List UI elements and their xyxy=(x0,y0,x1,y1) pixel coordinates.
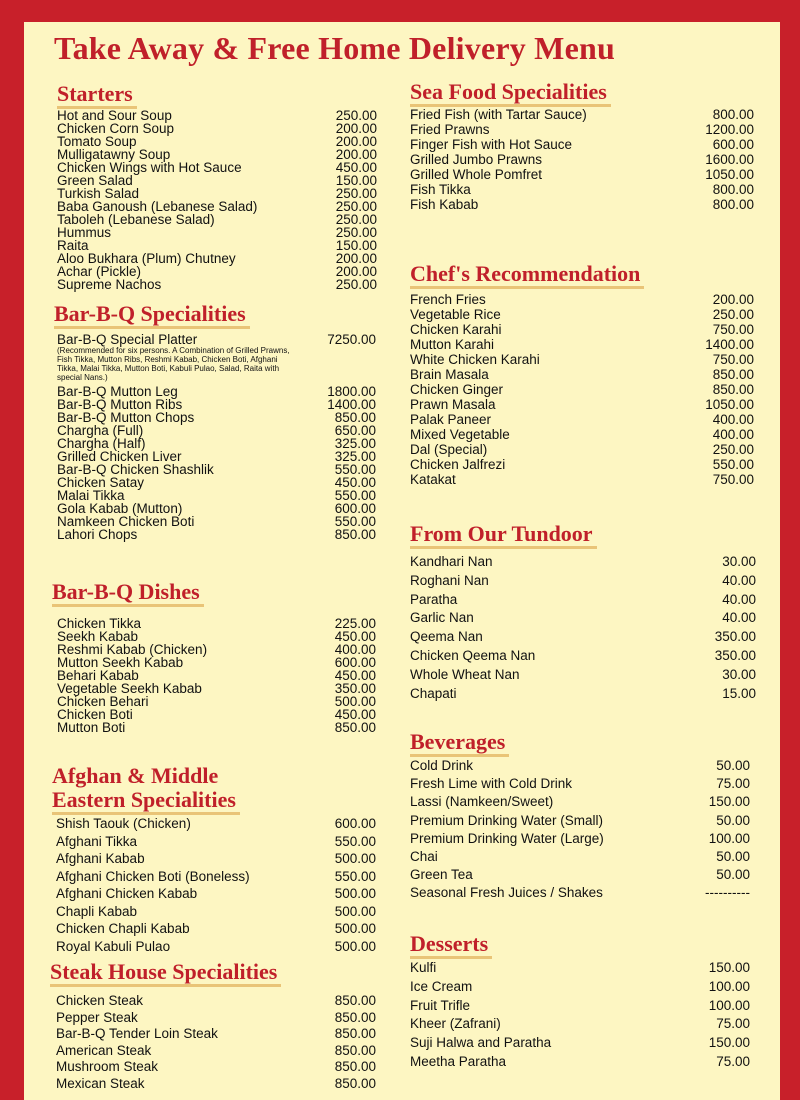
item-price: 400.00 xyxy=(334,642,376,657)
item-price: 800.00 xyxy=(712,107,754,122)
item-list xyxy=(410,553,756,703)
item-name: Lahori Chops xyxy=(57,527,138,542)
list-item xyxy=(410,1034,750,1053)
list-item xyxy=(56,850,376,868)
item-price: 450.00 xyxy=(334,668,376,683)
item-price: 550.00 xyxy=(334,833,376,849)
section-bbq-specialities xyxy=(54,302,376,541)
menu-page xyxy=(24,22,780,1100)
item-price: 500.00 xyxy=(334,938,376,954)
list-item xyxy=(410,812,750,830)
item-list xyxy=(54,385,376,541)
item-price: 100.00 xyxy=(708,830,750,846)
item-name: Dal (Special) xyxy=(410,442,488,457)
list-item xyxy=(410,628,756,647)
item-list xyxy=(410,757,750,903)
item-list xyxy=(54,333,376,382)
item-price: 550.00 xyxy=(334,868,376,884)
list-item xyxy=(410,472,754,487)
item-price: 500.00 xyxy=(334,903,376,919)
item-name: Chicken Tikka xyxy=(57,616,142,631)
list-item xyxy=(410,685,756,704)
item-list xyxy=(410,107,754,212)
item-price: 325.00 xyxy=(334,449,376,464)
list-item xyxy=(410,457,754,472)
item-name: Chicken Ginger xyxy=(410,382,504,397)
menu-title: Take Away & Free Home Delivery Menu xyxy=(54,30,615,66)
item-price: 1400.00 xyxy=(327,397,376,412)
item-name: Supreme Nachos xyxy=(57,277,162,292)
item-price: 750.00 xyxy=(712,322,754,337)
list-item xyxy=(410,292,754,307)
list-item xyxy=(56,920,376,938)
list-item xyxy=(57,226,377,239)
list-item xyxy=(56,938,376,956)
item-price: 325.00 xyxy=(334,436,376,451)
item-name: Chai xyxy=(410,848,438,864)
item-name: Fish Kabab xyxy=(410,197,479,212)
item-price: 850.00 xyxy=(712,382,754,397)
item-name: Behari Kabab xyxy=(57,668,139,683)
section-heading: Desserts xyxy=(410,932,492,959)
item-price: 1050.00 xyxy=(705,397,754,412)
item-price: 850.00 xyxy=(334,1026,376,1041)
list-item xyxy=(410,830,750,848)
item-price: 75.00 xyxy=(716,1053,750,1069)
item-price: 800.00 xyxy=(712,182,754,197)
item-name: Green Tea xyxy=(410,867,473,883)
item-name: Whole Wheat Nan xyxy=(410,666,520,682)
item-name: Finger Fish with Hot Sauce xyxy=(410,137,573,152)
item-price: 500.00 xyxy=(334,886,376,901)
list-item xyxy=(410,307,754,322)
item-name: Meetha Paratha xyxy=(410,1053,507,1069)
item-name: Namkeen Chicken Boti xyxy=(57,514,195,529)
item-name: Chicken Boti xyxy=(57,707,133,722)
item-price: 1050.00 xyxy=(705,167,754,182)
item-price: 550.00 xyxy=(334,462,376,477)
item-price: 50.00 xyxy=(716,758,750,773)
item-name: Ice Cream xyxy=(410,978,473,994)
list-item xyxy=(410,959,750,978)
item-name: Garlic Nan xyxy=(410,610,474,626)
item-name: Prawn Masala xyxy=(410,397,496,412)
section-starters xyxy=(57,82,377,291)
item-name: Afghani Chicken Boti (Boneless) xyxy=(56,868,250,884)
item-price: 600.00 xyxy=(334,501,376,516)
list-item xyxy=(410,382,754,397)
item-name: Vegetable Rice xyxy=(410,307,501,322)
list-item xyxy=(56,815,376,833)
list-item xyxy=(56,1076,376,1093)
list-item xyxy=(410,647,756,666)
item-name: Seasonal Fresh Juices / Shakes xyxy=(410,885,603,901)
list-item xyxy=(410,152,754,167)
list-item xyxy=(410,757,750,775)
item-price: 30.00 xyxy=(722,666,756,682)
item-name: Turkish Salad xyxy=(57,186,140,201)
item-price: 200.00 xyxy=(335,134,377,149)
item-price: 500.00 xyxy=(334,851,376,866)
item-price: 7250.00 xyxy=(327,332,376,347)
item-name: Grilled Chicken Liver xyxy=(57,449,182,464)
item-price: 225.00 xyxy=(334,616,376,631)
item-note: (Recommended for six persons. A Combination of Grilled Prawns, Fish Tikka, Mutton Ribs, Reshmi Kabab, Chicken Boti, Afghani Tikka, Malai Tikka, Mutton Boti, Kabuli Pulao, Salad, Raita with special Nans.) xyxy=(57,346,290,382)
item-name: Bar-B-Q Mutton Ribs xyxy=(57,397,183,412)
item-price: 750.00 xyxy=(712,472,754,487)
list-item xyxy=(410,367,754,382)
item-price: 850.00 xyxy=(334,527,376,542)
section-afghan xyxy=(52,764,376,955)
item-name: Fried Fish (with Tartar Sauce) xyxy=(410,107,587,122)
list-item xyxy=(56,993,376,1010)
section-heading xyxy=(52,764,240,815)
list-item xyxy=(56,1010,376,1027)
item-name: Chargha (Full) xyxy=(57,423,144,438)
list-item xyxy=(410,442,754,457)
item-name: Premium Drinking Water (Small) xyxy=(410,812,604,828)
item-name: Reshmi Kabab (Chicken) xyxy=(57,642,208,657)
heading-line: Afghan & Middle xyxy=(52,763,219,788)
list-item xyxy=(56,1026,376,1043)
item-price: 75.00 xyxy=(716,1016,750,1032)
item-price: 350.00 xyxy=(334,681,376,696)
item-price: 450.00 xyxy=(334,475,376,490)
list-item xyxy=(410,352,754,367)
item-name: Kulfi xyxy=(410,960,437,975)
item-price: 750.00 xyxy=(712,352,754,367)
item-price: 850.00 xyxy=(334,1059,376,1074)
item-name: Palak Paneer xyxy=(410,412,492,427)
list-item xyxy=(410,553,756,572)
item-name: Baba Ganoush (Lebanese Salad) xyxy=(57,199,258,214)
item-name: Chicken Qeema Nan xyxy=(410,647,536,663)
item-name: Qeema Nan xyxy=(410,629,483,645)
item-name: Gola Kabab (Mutton) xyxy=(57,501,183,516)
list-item xyxy=(410,197,754,212)
item-price: 100.00 xyxy=(708,997,750,1013)
item-name: Aloo Bukhara (Plum) Chutney xyxy=(57,251,236,266)
item-price: 250.00 xyxy=(335,186,377,201)
item-price: 1600.00 xyxy=(705,152,754,167)
list-item xyxy=(54,333,376,382)
item-name: Fish Tikka xyxy=(410,182,471,197)
list-item xyxy=(57,528,376,541)
list-item xyxy=(410,572,756,591)
item-name: Chargha (Half) xyxy=(57,436,146,451)
list-item xyxy=(56,903,376,921)
item-name: Premium Drinking Water (Large) xyxy=(410,830,604,846)
item-name: Bar-B-Q Chicken Shashlik xyxy=(57,462,214,477)
list-item xyxy=(410,978,750,997)
item-name: Katakat xyxy=(410,472,456,487)
item-name: Hummus xyxy=(57,225,112,240)
section-heading: Steak House Specialities xyxy=(50,960,281,987)
item-name: Chicken Chapli Kabab xyxy=(56,921,190,936)
list-item xyxy=(410,884,750,902)
item-name: Afghani Chicken Kabab xyxy=(56,886,198,901)
list-item xyxy=(410,1053,750,1072)
item-list xyxy=(52,617,376,734)
item-name: Bar-B-Q Mutton Leg xyxy=(57,384,178,399)
item-name: American Steak xyxy=(56,1042,152,1058)
item-name: Lassi (Namkeen/Sweet) xyxy=(410,794,554,810)
item-price: 50.00 xyxy=(716,848,750,864)
item-list xyxy=(50,993,376,1092)
list-item xyxy=(410,1015,750,1034)
item-name: Grilled Whole Pomfret xyxy=(410,167,543,182)
item-price: 450.00 xyxy=(334,707,376,722)
section-desserts xyxy=(410,932,750,1072)
list-item xyxy=(410,848,750,866)
item-price: 15.00 xyxy=(722,685,756,701)
item-price: 550.00 xyxy=(712,457,754,472)
item-price: 800.00 xyxy=(712,197,754,212)
item-price: 150.00 xyxy=(335,238,377,253)
item-name: Mulligatawny Soup xyxy=(57,147,171,162)
item-name: Chapati xyxy=(410,685,457,701)
item-name: Suji Halwa and Paratha xyxy=(410,1035,552,1051)
item-name: Mushroom Steak xyxy=(56,1059,159,1074)
item-name: Tomato Soup xyxy=(57,134,137,149)
item-name: Cold Drink xyxy=(410,758,474,773)
list-item xyxy=(410,122,754,137)
item-price: 850.00 xyxy=(334,410,376,425)
item-price: 200.00 xyxy=(335,147,377,162)
item-name: Mixed Vegetable xyxy=(410,427,510,442)
item-name: Vegetable Seekh Kabab xyxy=(57,681,202,696)
item-name: Shish Taouk (Chicken) xyxy=(56,816,191,831)
item-price: 1800.00 xyxy=(327,384,376,399)
item-name: Malai Tikka xyxy=(57,488,125,503)
item-list xyxy=(57,109,377,291)
item-name: Bar-B-Q Mutton Chops xyxy=(57,410,195,425)
item-price: 600.00 xyxy=(334,655,376,670)
item-name: Chapli Kabab xyxy=(56,903,138,919)
item-price: ---------- xyxy=(705,885,750,901)
item-price: 250.00 xyxy=(335,225,377,240)
list-item xyxy=(57,721,376,734)
item-price: 150.00 xyxy=(708,960,750,975)
item-price: 150.00 xyxy=(708,1035,750,1051)
item-price: 250.00 xyxy=(335,199,377,214)
list-item xyxy=(410,412,754,427)
list-item xyxy=(410,793,750,811)
section-beverages xyxy=(410,730,750,903)
list-item xyxy=(410,137,754,152)
item-name: Chicken Behari xyxy=(57,694,149,709)
item-name: Achar (Pickle) xyxy=(57,264,142,279)
item-name: Fried Prawns xyxy=(410,122,490,137)
section-seafood xyxy=(410,80,754,212)
section-heading: Starters xyxy=(57,82,137,109)
section-heading: Chef's Recommendation xyxy=(410,262,644,289)
list-item xyxy=(410,167,754,182)
item-name: Green Salad xyxy=(57,173,133,188)
item-price: 550.00 xyxy=(334,488,376,503)
list-item xyxy=(410,322,754,337)
item-price: 600.00 xyxy=(712,137,754,152)
item-name: Kheer (Zafrani) xyxy=(410,1016,501,1032)
item-name: Afghani Kabab xyxy=(56,851,145,866)
item-price: 850.00 xyxy=(334,993,376,1008)
item-price: 350.00 xyxy=(714,629,756,645)
item-price: 1200.00 xyxy=(705,122,754,137)
section-heading: From Our Tundoor xyxy=(410,522,597,549)
section-heading: Bar-B-Q Specialities xyxy=(54,302,250,329)
item-name: Chicken Satay xyxy=(57,475,145,490)
item-name: Mutton Karahi xyxy=(410,337,495,352)
section-heading: Sea Food Specialities xyxy=(410,80,611,107)
item-price: 500.00 xyxy=(334,694,376,709)
item-price: 200.00 xyxy=(335,251,377,266)
item-list xyxy=(52,815,376,955)
item-name: Fresh Lime with Cold Drink xyxy=(410,776,573,792)
item-price: 500.00 xyxy=(334,921,376,936)
list-item xyxy=(410,591,756,610)
item-name: Pepper Steak xyxy=(56,1009,138,1025)
item-price: 50.00 xyxy=(716,867,750,883)
section-heading: Beverages xyxy=(410,730,509,757)
item-name: French Fries xyxy=(410,292,486,307)
item-price: 850.00 xyxy=(334,1042,376,1058)
item-name: Mutton Seekh Kabab xyxy=(57,655,184,670)
list-item xyxy=(410,182,754,197)
item-price: 40.00 xyxy=(722,610,756,626)
item-name: Bar-B-Q Tender Loin Steak xyxy=(56,1026,218,1041)
item-price: 350.00 xyxy=(714,647,756,663)
section-bbq-dishes xyxy=(52,580,376,734)
list-item xyxy=(56,868,376,886)
item-name: Chicken Jalfrezi xyxy=(410,457,506,472)
item-price: 200.00 xyxy=(712,292,754,307)
item-price: 600.00 xyxy=(334,816,376,831)
list-item xyxy=(410,609,756,628)
list-item xyxy=(410,337,754,352)
item-name: Fruit Trifle xyxy=(410,997,471,1013)
item-price: 200.00 xyxy=(335,121,377,136)
section-tundoor xyxy=(410,522,756,703)
item-price: 250.00 xyxy=(335,277,377,292)
item-price: 40.00 xyxy=(722,591,756,607)
item-price: 100.00 xyxy=(708,978,750,994)
item-price: 400.00 xyxy=(712,427,754,442)
list-item xyxy=(410,866,750,884)
item-name: Raita xyxy=(57,238,89,253)
item-name: Mexican Steak xyxy=(56,1075,145,1091)
item-price: 1400.00 xyxy=(705,337,754,352)
item-price: 250.00 xyxy=(335,108,377,123)
item-price: 850.00 xyxy=(334,1075,376,1091)
list-item xyxy=(410,427,754,442)
section-heading: Bar-B-Q Dishes xyxy=(52,580,204,607)
item-price: 150.00 xyxy=(335,173,377,188)
list-item xyxy=(410,775,750,793)
item-name: White Chicken Karahi xyxy=(410,352,540,367)
item-price: 850.00 xyxy=(712,367,754,382)
item-name: Chicken Karahi xyxy=(410,322,502,337)
item-price: 30.00 xyxy=(722,554,756,569)
item-name: Hot and Sour Soup xyxy=(57,108,172,123)
item-name: Taboleh (Lebanese Salad) xyxy=(57,212,215,227)
item-list xyxy=(410,292,754,487)
item-price: 450.00 xyxy=(335,160,377,175)
item-price: 250.00 xyxy=(335,212,377,227)
item-price: 50.00 xyxy=(716,812,750,828)
item-name: Kandhari Nan xyxy=(410,554,493,569)
item-price: 550.00 xyxy=(334,514,376,529)
list-item xyxy=(410,997,750,1016)
item-name: Brain Masala xyxy=(410,367,489,382)
item-price: 75.00 xyxy=(716,776,750,792)
item-name: Grilled Jumbo Prawns xyxy=(410,152,543,167)
item-price: 850.00 xyxy=(334,720,376,735)
item-name: Chicken Steak xyxy=(56,993,144,1008)
item-name: Bar-B-Q Special Platter xyxy=(57,332,198,347)
section-chef xyxy=(410,262,754,487)
list-item xyxy=(57,278,377,291)
item-price: 850.00 xyxy=(334,1009,376,1025)
item-price: 450.00 xyxy=(334,629,376,644)
list-item xyxy=(56,1059,376,1076)
item-name: Royal Kabuli Pulao xyxy=(56,938,171,954)
item-name: Roghani Nan xyxy=(410,572,489,588)
item-price: 40.00 xyxy=(722,572,756,588)
item-name: Chicken Wings with Hot Sauce xyxy=(57,160,242,175)
item-list xyxy=(410,959,750,1072)
heading-line: Eastern Specialities xyxy=(52,787,236,812)
list-item xyxy=(410,397,754,412)
item-name: Afghani Tikka xyxy=(56,833,138,849)
list-item xyxy=(56,1043,376,1060)
item-name: Chicken Corn Soup xyxy=(57,121,175,136)
item-name: Mutton Boti xyxy=(57,720,126,735)
list-item xyxy=(56,833,376,851)
item-price: 150.00 xyxy=(708,794,750,810)
item-name: Seekh Kabab xyxy=(57,629,139,644)
item-price: 250.00 xyxy=(712,442,754,457)
list-item xyxy=(410,107,754,122)
item-price: 650.00 xyxy=(334,423,376,438)
item-name: Paratha xyxy=(410,591,458,607)
item-price: 200.00 xyxy=(335,264,377,279)
section-steak xyxy=(50,960,376,1092)
list-item xyxy=(56,885,376,903)
item-price: 250.00 xyxy=(712,307,754,322)
item-price: 400.00 xyxy=(712,412,754,427)
list-item xyxy=(410,666,756,685)
